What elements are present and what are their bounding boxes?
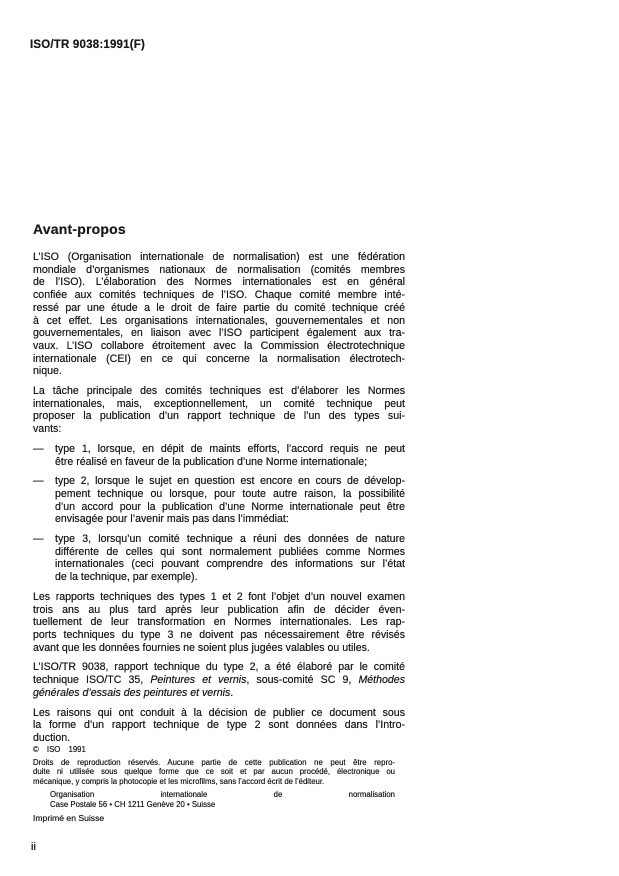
text-line (33, 719, 405, 732)
text-line (33, 604, 405, 617)
text-line (33, 687, 405, 700)
text-segment: L’ISO/TR 9038, rapport technique du type 2, a été élaboré par le comité (33, 661, 405, 674)
bullet-dash: — (33, 533, 44, 546)
text-line (33, 767, 395, 776)
text-segment: . (230, 686, 234, 699)
text-segment: Droits de reproduction réservés. Aucune partie de cette publication ne peut être repro- (33, 757, 395, 767)
text-line (33, 302, 405, 315)
text-line (33, 327, 405, 340)
paragraph (33, 385, 405, 436)
text-line (55, 475, 405, 488)
text-segment: technique ISO/TC 35, (33, 674, 151, 687)
text-segment: La tâche principale des comités techniques est d’élaborer les Normes (33, 385, 405, 398)
text-segment: avant que les données fournies ne soient plus jugées valables ou utiles. (33, 641, 370, 654)
text-line (33, 758, 395, 767)
text-segment: internationale (CEI) en ce qui concerne la normalisation électrotech- (33, 352, 405, 365)
text-line (33, 276, 405, 289)
text-line (33, 732, 405, 745)
paragraph (33, 707, 405, 745)
text-segment: internationales (ceci pouvant comprendre des informations sur l’état (55, 558, 405, 571)
text-segment: duction. (33, 731, 71, 744)
paragraph (33, 591, 405, 655)
paragraph-lines (33, 251, 405, 378)
text-line (55, 533, 405, 546)
text-segment: duite ni utilisée sous quelque forme que ce soit et par aucun procédé, électronique ou (33, 767, 395, 777)
text-line (33, 251, 405, 264)
text-segment: internationales, mais, exceptionnellement, un comité technique peut (33, 397, 405, 410)
text-segment: mondiale d’organismes nationaux de normalisation (comités membres (33, 263, 405, 276)
text-segment: être réalisé en faveur de la publication d’une Norme internationale; (55, 455, 368, 468)
text-line (50, 800, 395, 809)
text-line (33, 423, 405, 436)
text-line (33, 629, 405, 642)
paragraph-lines (33, 661, 405, 699)
paragraph (33, 251, 405, 378)
text-segment: de la technique, par exemple). (55, 571, 198, 584)
paragraph-lines (55, 443, 405, 468)
paragraph-lines (55, 475, 405, 526)
italic-text-segment: générales d’essais des peintures et vernis (33, 686, 231, 699)
text-segment: type 1, lorsque, en dépit de maints efforts, l’accord requis ne peut (55, 442, 405, 455)
text-line (50, 790, 395, 799)
text-segment: mécanique, y compris la photocopie et les microfilms, sans l’accord écrit de l’éditeur. (33, 776, 325, 786)
printed-in: Imprimé en Suisse (33, 812, 105, 823)
bullet-paragraph (33, 443, 405, 468)
text-line (55, 558, 405, 571)
paragraph-lines (33, 707, 405, 745)
text-line (33, 264, 405, 277)
text-line (33, 398, 405, 411)
bullet-paragraph (33, 475, 405, 526)
text-segment: L’ISO (Organisation internationale de normalisation) est une fédération (33, 251, 405, 263)
text-line (33, 410, 405, 423)
paragraph-lines (33, 591, 405, 655)
text-segment: tuellement de leur transformation en Normes internationales. Les rap- (33, 616, 405, 629)
bullet-dash: — (33, 475, 44, 488)
text-line (55, 488, 405, 501)
italic-text-segment: Peintures et vernis (150, 674, 247, 687)
text-segment: d’un accord pour la publication d’une Norme internationale peut être (55, 500, 405, 513)
section-heading: Avant-propos (33, 221, 126, 237)
text-segment: à cet effet. Les organisations internationales, gouvernementales et non (33, 314, 405, 327)
text-line (33, 661, 405, 674)
text-segment: Case Postale 56 • CH 1211 Genève 20 • Suisse (50, 799, 216, 809)
text-segment: type 2, lorsque le sujet en question est encore en cours de dévelop- (55, 475, 405, 488)
text-segment: envisagée pour l’avenir mais pas dans l’immédiat: (55, 513, 289, 526)
italic-text-segment: Méthodes (358, 674, 405, 687)
text-segment: proposer la publication d’un rapport technique de l’un des types sui- (33, 410, 405, 423)
page-number: ii (31, 841, 36, 853)
text-segment: de l’ISO). L’élaboration des Normes internationales est en général (33, 276, 405, 289)
text-line (55, 501, 405, 514)
copyright-line: © ISO 1991 (33, 745, 86, 754)
text-line (33, 385, 405, 398)
text-segment: ressé par une étude a le droit de faire partie du comité technique créé (33, 301, 405, 314)
text-line (55, 546, 405, 559)
text-line (33, 777, 395, 786)
text-line (33, 616, 405, 629)
copyright-notice (33, 758, 395, 786)
text-segment: , sous-comité SC 9, (246, 674, 359, 687)
footer (33, 745, 395, 823)
text-segment: gouvernementales, en liaison avec l’ISO participent également aux tra- (33, 327, 405, 340)
text-segment: vaux. L’ISO collabore étroitement avec la Commission électrotechnique (33, 339, 405, 352)
text-segment: type 3, lorsqu’un comité technique a réuni des données de nature (55, 533, 405, 546)
text-line (33, 340, 405, 353)
paragraph-lines (55, 533, 405, 584)
text-line (55, 456, 405, 469)
text-segment: Les rapports techniques des types 1 et 2 font l’objet d’un nouvel examen (33, 590, 405, 603)
body-paragraphs (33, 251, 405, 752)
text-line (33, 365, 405, 378)
text-segment: vants: (33, 423, 62, 436)
text-line (33, 642, 405, 655)
text-line (33, 674, 405, 687)
text-segment: nique. (33, 365, 62, 378)
text-line (33, 289, 405, 302)
text-segment: Les raisons qui ont conduit à la décision de publier ce document sous (33, 706, 405, 719)
document-designation: ISO/TR 9038:1991(F) (30, 39, 146, 51)
publisher-address (50, 790, 395, 809)
text-segment: la forme d’un rapport technique de type 2 sont données dans l’Intro- (33, 719, 405, 732)
text-segment: confiée aux comités techniques de l’ISO. Chaque comité membre inté- (33, 289, 405, 302)
bullet-dash: — (33, 442, 44, 455)
paragraph (33, 661, 405, 699)
text-segment: ports techniques du type 3 ne doivent pas nécessairement être révisés (33, 628, 405, 641)
text-line (55, 513, 405, 526)
text-segment: trois ans au plus tard après leur publication afin de décider éven- (33, 603, 405, 616)
text-segment: Organisation internationale de normalisation (50, 790, 395, 800)
text-segment: différente de celles qui sont normalement publiées comme Normes (55, 545, 405, 558)
text-line (33, 591, 405, 604)
text-line (55, 443, 405, 456)
text-segment: pement technique ou lorsque, pour toute autre raison, la possibilité (55, 487, 405, 500)
text-line (33, 707, 405, 720)
paragraph-lines (33, 385, 405, 436)
text-line (33, 353, 405, 366)
text-line (55, 571, 405, 584)
bullet-paragraph (33, 533, 405, 584)
text-line (33, 315, 405, 328)
